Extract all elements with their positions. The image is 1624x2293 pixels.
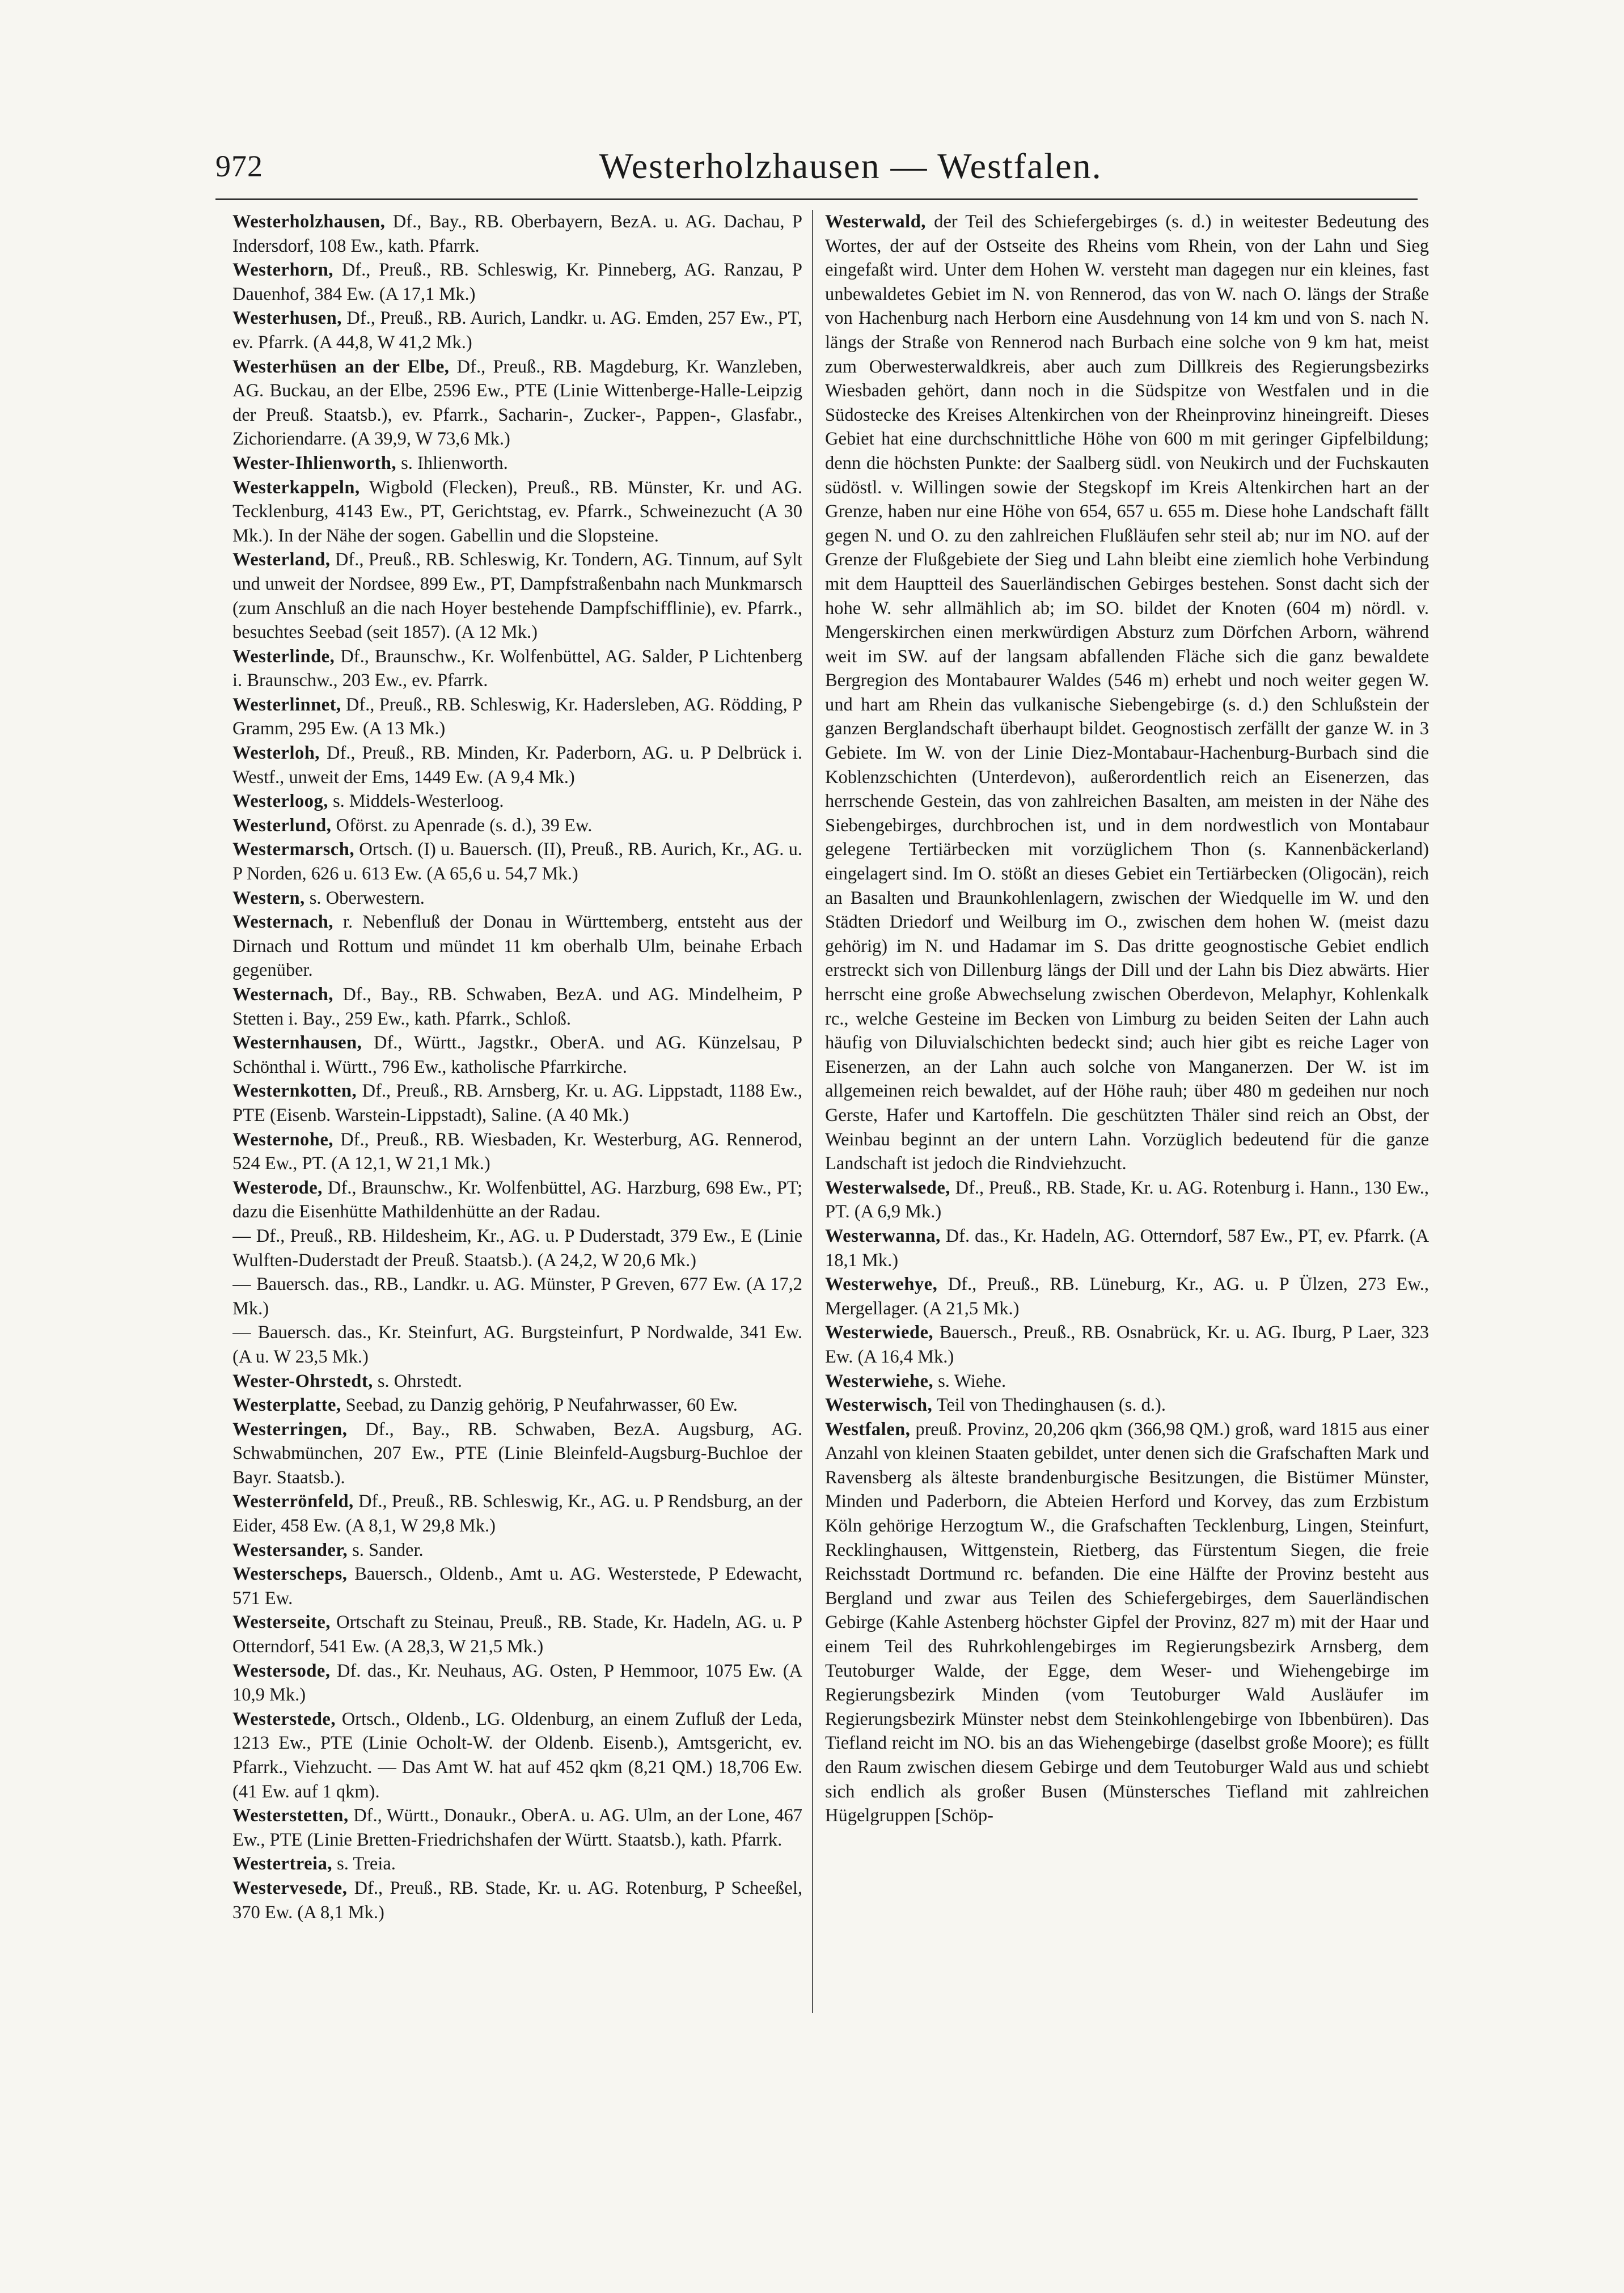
- entry-text: Df., Preuß., RB. Aurich, Landkr. u. AG. Emden, 257 Ew., PT, ev. Pfarrk. (A 44,8, W 41,2 Mk.): [232, 308, 802, 353]
- dictionary-entry: [825, 210, 1429, 1176]
- entry-text: Df., Braunschw., Kr. Wolfenbüttel, AG. Salder, P Lichtenberg i. Braunschw., 203 Ew., ev. Pfarrk.: [232, 646, 802, 691]
- dictionary-entry: [232, 451, 802, 476]
- dictionary-entry: [232, 1128, 802, 1176]
- dictionary-entry: [232, 1707, 802, 1804]
- dictionary-entry: [232, 258, 802, 306]
- entry-headword: Westernkotten,: [232, 1081, 357, 1102]
- dictionary-entry: [232, 1369, 802, 1394]
- dictionary-entry: [232, 741, 802, 789]
- dictionary-entry: [232, 693, 802, 741]
- dictionary-entry: [232, 1610, 802, 1659]
- entry-text: Df., Preuß., RB. Minden, Kr. Paderborn, AG. u. P Delbrück i. Westf., unweit der Ems, 1449 Ew. (A 9,4 Mk.): [232, 743, 802, 788]
- entry-text: Df., Preuß., RB. Lüneburg, Kr., AG. u. P Ülzen, 273 Ew., Mergellager. (A 21,5 Mk.): [825, 1274, 1429, 1319]
- left-column: [232, 210, 802, 2013]
- entry-headword: Westerwisch,: [825, 1395, 933, 1416]
- entry-text: s. Treia.: [332, 1854, 396, 1875]
- entry-headword: Westfalen,: [825, 1419, 911, 1440]
- entry-headword: Westerhusen,: [232, 308, 342, 329]
- dictionary-entry: [825, 1272, 1429, 1321]
- entry-text: r. Nebenfluß der Donau in Württemberg, entsteht aus der Dirnach und Rottum und mündet 11 km oberhalb Ulm, beinahe Erbach gegenüber.: [232, 912, 802, 981]
- entry-headword: Westerwald,: [825, 211, 926, 232]
- entry-text: Df., Preuß., RB. Wiesbaden, Kr. Westerburg, AG. Rennerod, 524 Ew., PT. (A 12,1, W 21,1 Mk.): [232, 1129, 802, 1174]
- entry-text: Ortsch. (I) u. Bauersch. (II), Preuß., RB. Aurich, Kr., AG. u. P Norden, 626 u. 613 Ew. (A 65,6 u. 54,7 Mk.): [232, 839, 802, 885]
- dictionary-entry: [825, 1393, 1429, 1418]
- entry-text: Bauersch., Preuß., RB. Osnabrück, Kr. u. AG. Iburg, P Laer, 323 Ew. (A 16,4 Mk.): [825, 1322, 1429, 1367]
- entry-headword: Westerloog,: [232, 791, 328, 812]
- entry-text: — Bauersch. das., Kr. Steinfurt, AG. Burgsteinfurt, P Nordwalde, 341 Ew. (A u. W 23,5 Mk.): [232, 1322, 802, 1367]
- entry-headword: Westerringen,: [232, 1419, 348, 1440]
- entry-text: Seebad, zu Danzig gehörig, P Neufahrwasser, 60 Ew.: [341, 1395, 738, 1416]
- entry-text: Oförst. zu Apenrade (s. d.), 39 Ew.: [331, 815, 593, 836]
- dictionary-entry: [232, 1031, 802, 1079]
- entry-headword: Westernhausen,: [232, 1033, 362, 1054]
- dictionary-entry: [232, 983, 802, 1031]
- entry-text: preuß. Provinz, 20,206 qkm (366,98 QM.) groß, ward 1815 aus einer Anzahl von kleinen Staaten gebildet, unter denen sich die Grafschaften Mark und Ravensberg als älteste brandenburgische Besitzungen, die Bistümer Münster, Minden und Paderborn, die Abteien Herford und Korvey, das zum Erzbistum Köln gehörige Herzogtum W., die Grafschaften Tecklenburg, Lingen, Steinfurt, Recklinghausen, Wittgenstein, Rietberg, das Fürstentum Siegen, die freie Reichsstadt Dortmund rc. befanden. Die eine Hälfte der Provinz besteht aus Bergland und zwar aus Teilen des Schiefergebirges, dem Sauerländischen Gebirge (Kahle Astenberg höchster Gipfel der Provinz, 827 m) mit der Haar und einem Teil des Ruhrkohlengebirges im Regierungsbezirk Arnsberg, dem Teutoburger Walde, der Egge, dem Weser- und Wiehengebirge im Regierungsbezirk Minden (vom Teutoburger Wald Ausläufer im Regierungsbezirk Münster nebst dem Steinkohlengebirge von Ibbenbüren). Das Tiefland reicht im NO. bis an das Wiehengebirge (daselbst große Moore); es füllt den Raum zwischen diesem Gebirge und dem Teutoburger Wald aus und schiebt sich endlich als großer Busen (Münstersches Tiefland mit zahlreichen Hügelgruppen [Schöp-: [825, 1419, 1429, 1826]
- entry-headword: Westerwiehe,: [825, 1370, 934, 1391]
- page-number: 972: [215, 149, 263, 183]
- column-divider: [812, 210, 813, 2013]
- entry-headword: Westerwalsede,: [825, 1177, 950, 1198]
- dictionary-entry: [232, 645, 802, 693]
- dictionary-entry: [232, 476, 802, 548]
- dictionary-entry: [232, 1176, 802, 1224]
- entry-text: Df., Braunschw., Kr. Wolfenbüttel, AG. Harzburg, 698 Ew., PT; dazu die Eisenhütte Mathildenhütte an der Radau.: [232, 1177, 802, 1222]
- dictionary-entry: [232, 837, 802, 886]
- dictionary-entry: [232, 1538, 802, 1563]
- dictionary-entry: [232, 1876, 802, 1924]
- entry-text: Df., Bay., RB. Schwaben, BezA. und AG. Mindelheim, P Stetten i. Bay., 259 Ew., kath. Pfarrk., Schloß.: [232, 984, 802, 1029]
- dictionary-entry: [825, 1321, 1429, 1369]
- dictionary-entry: [825, 1176, 1429, 1224]
- entry-headword: Westersander,: [232, 1539, 348, 1560]
- dictionary-entry: [232, 306, 802, 354]
- entry-text: s. Wiehe.: [933, 1370, 1006, 1391]
- dictionary-entry: [232, 1321, 802, 1369]
- entry-headword: Westerhüsen an der Elbe,: [232, 356, 450, 377]
- dictionary-entry: [232, 1418, 802, 1490]
- dictionary-entry: [825, 1224, 1429, 1272]
- entry-text: Df., Preuß., RB. Schleswig, Kr., AG. u. P Rendsburg, an der Eider, 458 Ew. (A 8,1, W 29,8 Mk.): [232, 1491, 802, 1537]
- entry-text: Df., Preuß., RB. Magdeburg, Kr. Wanzleben, AG. Buckau, an der Elbe, 2596 Ew., PTE (Linie Wittenberge-Halle-Leipzig der Preuß. Staatsb.), ev. Pfarrk., Sacharin-, Zucker-, Pappen-, Glasfabr., Zichoriendarre. (A 39,9, W 73,6 Mk.): [232, 356, 802, 450]
- entry-text: Bauersch., Oldenb., Amt u. AG. Westerstede, P Edewacht, 571 Ew.: [232, 1564, 802, 1609]
- dictionary-entry: [232, 886, 802, 911]
- header-rule: [215, 198, 1418, 200]
- dictionary-entry: [232, 548, 802, 644]
- dictionary-entry: [232, 1659, 802, 1707]
- entry-text: Df., Württ., Donaukr., OberA. u. AG. Ulm, an der Lone, 467 Ew., PTE (Linie Bretten-Friedrichshafen der Württ. Staatsb.), kath. Pfarrk.: [232, 1805, 802, 1850]
- dictionary-entry: [232, 1852, 802, 1876]
- entry-headword: Westerwehye,: [825, 1274, 938, 1295]
- entry-headword: Westerrönfeld,: [232, 1491, 354, 1512]
- entry-text: Df., Preuß., RB. Schleswig, Kr. Hadersleben, AG. Rödding, P Gramm, 295 Ew. (A 13 Mk.): [232, 694, 802, 739]
- entry-headword: Westerscheps,: [232, 1564, 348, 1585]
- entry-headword: Westerholzhausen,: [232, 211, 386, 232]
- entry-text: Df. das., Kr. Hadeln, AG. Otterndorf, 587 Ew., PT, ev. Pfarrk. (A 18,1 Mk.): [825, 1225, 1429, 1271]
- entry-headword: Westerkappeln,: [232, 477, 360, 498]
- entry-headword: Wester-Ihlienworth,: [232, 452, 397, 473]
- entry-headword: Westerseite,: [232, 1612, 331, 1633]
- entry-text: der Teil des Schiefergebirges (s. d.) in weitester Bedeutung des Wortes, der auf der Ostseite des Rheins vom Rhein, von der Lahn und Sieg eingefaßt wird. Unter dem Hohen W. versteht man dagegen nur ein kleines, fast unbewaldetes Gebiet im N. von Rennerod, das von W. nach O. längs der Straße von Hachenburg nach Herborn eine Ausdehnung von 14 km und von S. nach N. längs der Straße von Rennerod nach Burbach eine solche von 9 km hat, meist zum Oberwesterwaldkreis, aber auch zum Dillkreis des Regierungsbezirks Wiesbaden gehört, dann noch in die Südspitze von Westfalen und in die Südostecke des Kreises Altenkirchen von der Rheinprovinz hineingreift. Dieses Gebiet hat eine durchschnittliche Höhe von 600 m mit geringer Gipfelbildung; denn die höchsten Punkte: der Saalberg südl. von Neukirch und der Fuchskauten südöstl. v. Willingen sowie der Stegskopf im Kreis Altenkirchen hart an der Grenze, haben nur eine Höhe von 654, 657 u. 655 m. Diese hohe Landschaft fällt gegen N. und O. zu den zahlreichen Flußläufen sehr steil ab; nur im NO. auf der Grenze der Flußgebiete der Sieg und Lahn bleibt eine ziemlich hohe Verbindung mit dem Hauptteil des Sauerländischen Gebirges bestehen. Sonst dacht sich der hohe W. sehr allmählich ab; im SO. bildet der Knoten (604 m) nördl. v. Mengerskirchen einen merkwürdigen Absturz zum Dörfchen Arborn, während weit im SW. auf der langsam abfallenden Fläche sich die ganz bewaldete Bergregion des Montabaurer Waldes (546 m) erhebt und noch weiter gegen W. und hart am Rhein das vulkanische Siebengebirge (s. d.) den Schlußstein der ganzen Berglandschaft überhaupt bildet. Geognostisch zerfällt der ganze W. in 3 Gebiete. Im W. von der Linie Diez-Montabaur-Hachenburg-Burbach sind die Koblenzschichten (Unterdevon), außerordentlich reich an Eisenerzen, das herrschende Gestein, das von zahlreichen Basalten, am meisten in der Nähe des Siebengebirges, durchbrochen ist, und in dem nordwestlich von Montabaur gelegene Tertiärbecken mit vorzüglichem Thon (s. Kannenbäckerland) eingelagert sind. Im O. stößt an dieses Gebiet ein Tertiärbecken (Oligocän), reich an Basalten und Braunkohlenlagern, zwischen der Wiedquelle im W. und den Städten Driedorf und Weilburg im O., zwischen dem hohen W. (meist dazu gehörig) im N. und Hadamar im S. Das dritte geognostische Gebiet endlich erstreckt sich von Dillenburg längs der Dill und der Lahn bis Diez abwärts. Hier herrscht eine große Abwechselung zwischen Oberdevon, Melaphyr, Kohlenkalk rc., welche Gesteine im Becken von Limburg zu beiden Seiten der Lahn auch häufig von Diluvialschichten bedeckt sind; auch hier gibt es reiche Lager von Eisenerzen, an der Lahn auch solche von Manganerzen. Der W. ist im allgemeinen reich bewaldet, auf der Höhe rauh; über 480 m gedeihen nur noch Gerste, Hafer und Kartoffeln. Die geschützten Thäler sind reich an Obst, der Weinbau beginnt an der untern Lahn. Vorzüglich bedeutend für die ganze Landschaft ist jedoch die Rindviehzucht.: [825, 211, 1429, 1174]
- entry-headword: Westerstetten,: [232, 1805, 349, 1826]
- entry-text: s. Oberwestern.: [304, 887, 425, 908]
- dictionary-entry: [232, 210, 802, 258]
- entry-headword: Westernohe,: [232, 1129, 333, 1150]
- entry-headword: Westersode,: [232, 1660, 331, 1681]
- entry-text: Teil von Thedinghausen (s. d.).: [932, 1395, 1166, 1416]
- dictionary-entry: [232, 1272, 802, 1321]
- dictionary-entry: [232, 1224, 802, 1272]
- dictionary-entry: [825, 1369, 1429, 1394]
- entry-headword: Westertreia,: [232, 1854, 332, 1875]
- dictionary-entry: [232, 1079, 802, 1127]
- entry-headword: Westernach,: [232, 984, 333, 1005]
- entry-headword: Westervesede,: [232, 1877, 348, 1898]
- dictionary-entry: [232, 1490, 802, 1538]
- dictionary-entry: [232, 355, 802, 451]
- entry-headword: Westerland,: [232, 549, 331, 570]
- entry-headword: Westerwanna,: [825, 1225, 941, 1246]
- entry-text: Ortsch., Oldenb., LG. Oldenburg, an einem Zufluß der Leda, 1213 Ew., PTE (Linie Ocholt-W. der Oldenb. Eisenb.), Amtsgericht, ev. Pfarrk., Viehzucht. — Das Amt W. hat auf 452 qkm (8,21 QM.) 18,706 Ew. (41 Ew. auf 1 qkm).: [232, 1708, 802, 1802]
- dictionary-entry: [232, 814, 802, 838]
- entry-headword: Westerloh,: [232, 743, 320, 764]
- entry-text: s. Sander.: [348, 1539, 424, 1560]
- entry-headword: Westerlinde,: [232, 646, 335, 667]
- dictionary-entry: [232, 789, 802, 814]
- entry-text: Df., Bay., RB. Schwaben, BezA. Augsburg, AG. Schwabmünchen, 207 Ew., PTE (Linie Bleinfeld-Augsburg-Buchloe der Bayr. Staatsb.).: [232, 1419, 802, 1488]
- entry-headword: Western,: [232, 887, 305, 908]
- entry-headword: Westerstede,: [232, 1708, 336, 1729]
- entry-text: Df., Preuß., RB. Schleswig, Kr. Pinneberg, AG. Ranzau, P Dauenhof, 384 Ew. (A 17,1 Mk.): [232, 260, 802, 304]
- running-title: Westerholzhausen — Westfalen.: [599, 146, 1102, 186]
- entry-text: Df. das., Kr. Neuhaus, AG. Osten, P Hemmoor, 1075 Ew. (A 10,9 Mk.): [232, 1660, 802, 1706]
- entry-headword: Westerplatte,: [232, 1395, 341, 1416]
- entry-text: s. Ohrstedt.: [373, 1370, 462, 1391]
- dictionary-entry: [232, 1804, 802, 1852]
- dictionary-entry: [232, 910, 802, 983]
- entry-text: — Df., Preuß., RB. Hildesheim, Kr., AG. u. P Duderstadt, 379 Ew., E (Linie Wulften-Duderstadt der Preuß. Staatsb.). (A 24,2, W 20,6 Mk.): [232, 1225, 802, 1271]
- entry-headword: Westerwiede,: [825, 1322, 934, 1343]
- entry-text: Wigbold (Flecken), Preuß., RB. Münster, Kr. und AG. Tecklenburg, 4143 Ew., PT, Gerichtstag, ev. Pfarrk., Schweinezucht (A 30 Mk.). In der Nähe der sogen. Gabellin und die Slopsteine.: [232, 477, 802, 546]
- entry-text: s. Ihlienworth.: [396, 452, 508, 473]
- entry-text: Df., Bay., RB. Oberbayern, BezA. u. AG. Dachau, P Indersdorf, 108 Ew., kath. Pfarrk.: [232, 211, 802, 256]
- entry-headword: Westermarsch,: [232, 839, 354, 860]
- entry-text: Df., Preuß., RB. Stade, Kr. u. AG. Rotenburg, P Scheeßel, 370 Ew. (A 8,1 Mk.): [232, 1877, 802, 1923]
- entry-text: Df., Preuß., RB. Stade, Kr. u. AG. Rotenburg i. Hann., 130 Ew., PT. (A 6,9 Mk.): [825, 1177, 1429, 1222]
- entry-text: — Bauersch. das., RB., Landkr. u. AG. Münster, P Greven, 677 Ew. (A 17,2 Mk.): [232, 1274, 802, 1319]
- entry-text: Df., Preuß., RB. Arnsberg, Kr. u. AG. Lippstadt, 1188 Ew., PTE (Eisenb. Warstein-Lippstadt), Saline. (A 40 Mk.): [232, 1081, 802, 1126]
- entry-headword: Westerlinnet,: [232, 694, 341, 715]
- entry-text: Df., Württ., Jagstkr., OberA. und AG. Künzelsau, P Schönthal i. Württ., 796 Ew., katholische Pfarrkirche.: [232, 1033, 802, 1077]
- entry-text: s. Middels-Westerloog.: [328, 791, 504, 812]
- entry-headword: Westerhorn,: [232, 260, 333, 281]
- entry-text: Df., Preuß., RB. Schleswig, Kr. Tondern, AG. Tinnum, auf Sylt und unweit der Nordsee, 899 Ew., PT, Dampfstraßenbahn nach Munkmarsch (zum Anschluß an die nach Hoyer bestehende Dampfschifflinie), ev. Pfarrk., besuchtes Seebad (seit 1857). (A 12 Mk.): [232, 549, 802, 643]
- dictionary-entry: [232, 1562, 802, 1610]
- dictionary-entry: [232, 1393, 802, 1418]
- dictionary-entry: [825, 1418, 1429, 1828]
- entry-headword: Westerlund,: [232, 815, 332, 836]
- entry-headword: Westernach,: [232, 912, 333, 933]
- entry-headword: Wester-Ohrstedt,: [232, 1370, 373, 1391]
- entry-headword: Westerode,: [232, 1177, 323, 1198]
- entry-text: Ortschaft zu Steinau, Preuß., RB. Stade, Kr. Hadeln, AG. u. P Otterndorf, 541 Ew. (A 28,3, W 21,5 Mk.): [232, 1612, 802, 1657]
- right-column: [825, 210, 1429, 2013]
